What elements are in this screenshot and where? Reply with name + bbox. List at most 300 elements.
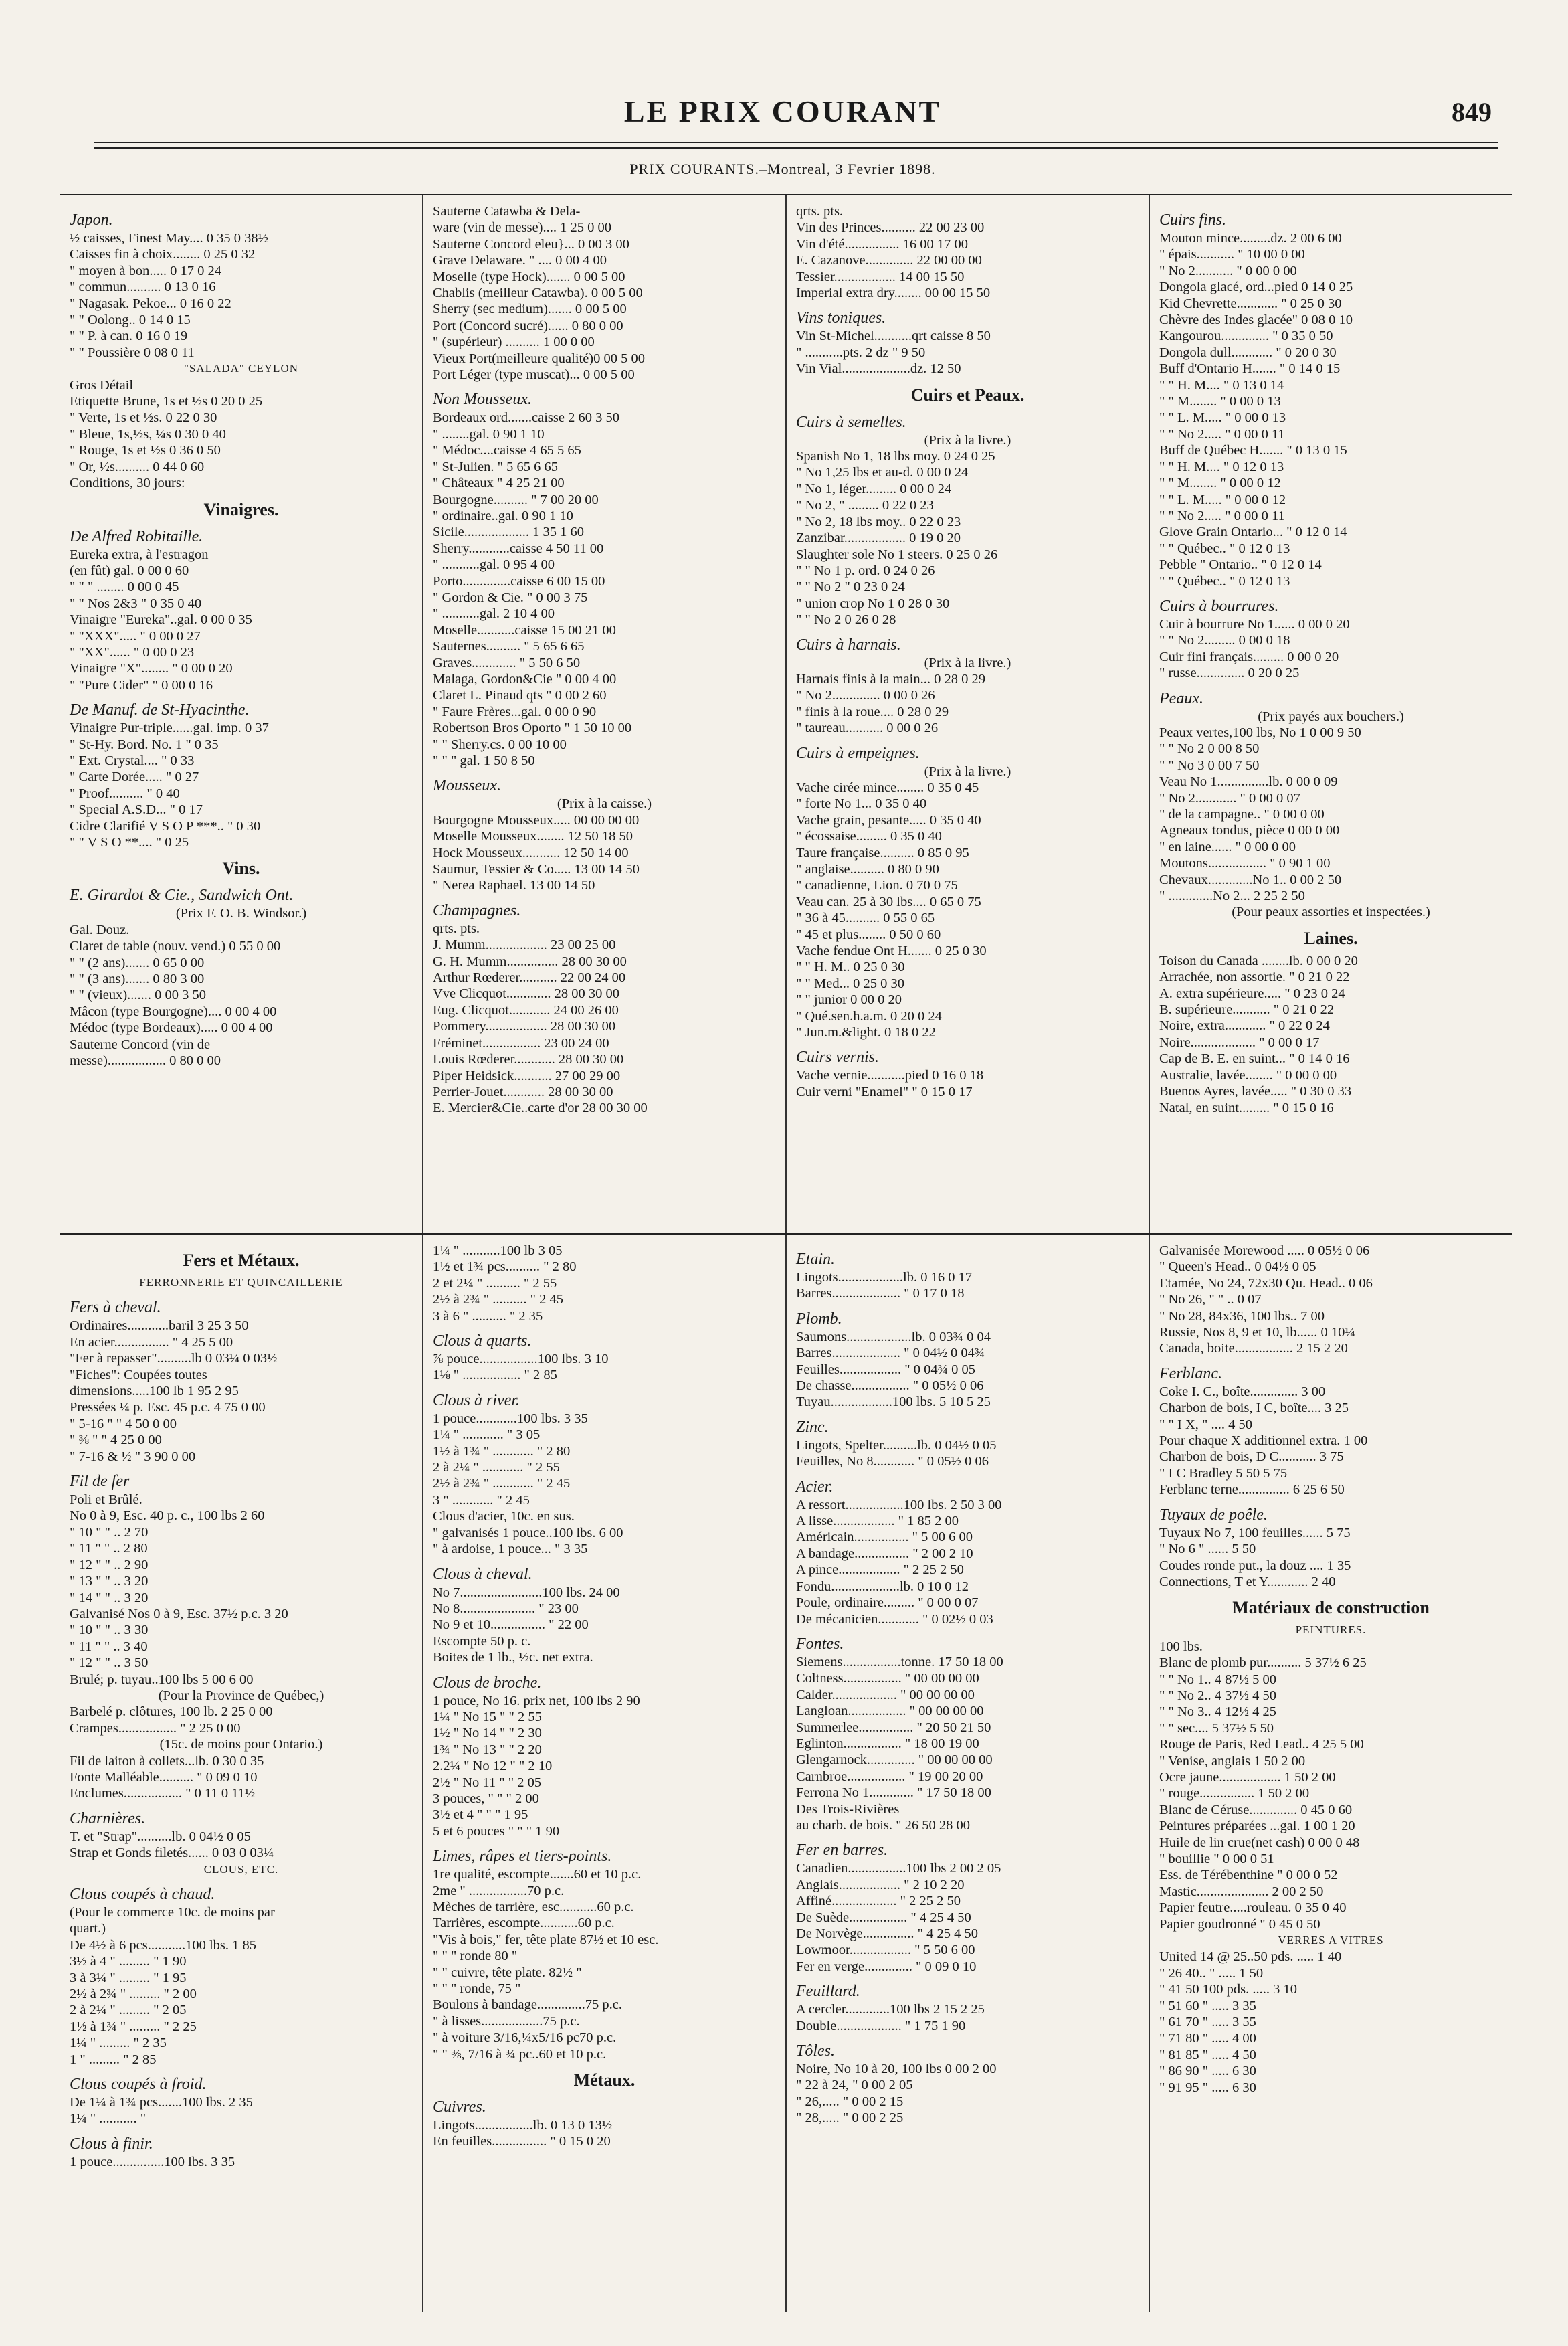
price-line: " I C Bradley 5 50 5 75 — [1159, 1465, 1288, 1481]
price-line: Buenos Ayres, lavée..... " 0 30 0 33 — [1159, 1084, 1352, 1099]
price-line: 1½ à 1¾ " ......... " 2 25 — [70, 2019, 197, 2034]
price-line: " No 6 " ...... 5 50 — [1159, 1542, 1256, 1557]
price-line: " .............No 2... 2 25 2 50 — [1159, 889, 1305, 904]
price-line: " " No 2 " 0 23 0 24 — [796, 579, 905, 595]
price-line: Vache grain, pesante..... 0 35 0 40 — [796, 812, 981, 828]
price-line: Louis Rœderer............ 28 00 30 00 — [433, 1052, 624, 1067]
price-line: " 45 et plus........ 0 50 0 60 — [796, 927, 941, 942]
price-line: Poule, ordinaire......... " 0 00 0 07 — [796, 1595, 979, 1611]
price-line: Vin d'été................ 16 00 17 00 — [796, 236, 968, 252]
price-line: Charbon de bois, D C........... 3 75 — [1159, 1449, 1344, 1465]
price-line: Plomb. — [796, 1310, 842, 1328]
price-line: " Nerea Raphael. 13 00 14 50 — [433, 878, 595, 893]
price-line: De Alfred Robitaille. — [70, 527, 203, 545]
price-line: 2½ " No 11 " " 2 05 — [433, 1775, 542, 1790]
price-line: " Gordon & Cie. " 0 00 3 75 — [433, 590, 588, 605]
price-line: Feuillard. — [796, 1983, 860, 2001]
price-line: 1¼ " No 15 " " 2 55 — [433, 1709, 542, 1724]
price-line: Boites de 1 lb., ½c. net extra. — [433, 1650, 593, 1665]
price-line: " bouillie " 0 00 0 51 — [1159, 1852, 1274, 1866]
price-line: Tessier.................. 14 00 15 50 — [796, 269, 965, 284]
column-sheet-building-materials — [1150, 1235, 1512, 2312]
price-line: E. Girardot & Cie., Sandwich Ont. — [70, 887, 294, 905]
price-line: Anglais.................. " 2 10 2 20 — [796, 1877, 965, 1892]
price-line: Huile de lin crue(net cash) 0 00 0 48 — [1159, 1835, 1360, 1850]
price-line: Toison du Canada ........lb. 0 00 0 20 — [1159, 953, 1358, 968]
price-line: A lisse.................. " 1 85 2 00 — [796, 1514, 959, 1529]
price-line: Charnières. — [70, 1809, 146, 1827]
price-line: Etain. — [796, 1251, 835, 1268]
price-line: Non Mousseux. — [433, 391, 532, 409]
price-line: A bandage................ " 2 00 2 10 — [796, 1546, 973, 1561]
lower-band — [60, 1235, 1512, 2312]
price-line: Galvanisée Morewood ..... 0 05½ 0 06 — [1159, 1243, 1370, 1258]
price-line: PEINTURES. — [1295, 1623, 1367, 1637]
price-line: qrts. pts. — [433, 921, 480, 936]
price-line: United 14 @ 25..50 pds. ..... 1 40 — [1159, 1949, 1342, 1965]
price-line: " " M........ " 0 00 0 12 — [1159, 476, 1281, 491]
price-line: Canada, boite................. 2 15 2 20 — [1159, 1341, 1348, 1356]
price-line: Vinaigre "X"........ " 0 00 0 20 — [70, 661, 233, 676]
price-line: Gros Détail — [70, 377, 134, 393]
price-line: Conditions, 30 jours: — [70, 476, 185, 491]
price-line: Escompte 50 p. c. — [433, 1633, 531, 1649]
price-line: " Proof.......... " 0 40 — [70, 786, 180, 801]
price-line: 1 pouce............100 lbs. 3 35 — [433, 1411, 588, 1426]
price-line: Vin Vial....................dz. 12 50 — [796, 361, 961, 377]
price-line: Strap et Gonds filetés...... 0 03 0 03¼ — [70, 1845, 274, 1861]
price-line: 2 à 2¼ " ......... " 2 05 — [70, 2003, 187, 2018]
price-line: Harnais finis à la main... 0 28 0 29 — [796, 671, 985, 687]
price-line: Dongola glacé, ord...pied 0 14 0 25 — [1159, 280, 1353, 295]
price-line: Crampes................. " 2 25 0 00 — [70, 1720, 241, 1736]
price-line: " No 2, 18 lbs moy.. 0 22 0 23 — [796, 514, 961, 529]
price-line: Barres.................... " 0 04½ 0 04¾ — [796, 1346, 985, 1361]
price-line: " en laine...... " 0 00 0 00 — [1159, 839, 1296, 854]
price-line: " 71 80 " ..... 4 00 — [1159, 2031, 1256, 2046]
price-line: " " Oolong.. 0 14 0 15 — [70, 312, 191, 328]
price-line: 3½ et 4 " " " 1 95 — [433, 1807, 528, 1823]
price-line: Tuyau..................100 lbs. 5 10 5 25 — [796, 1394, 991, 1410]
price-line: Gal. Douz. — [70, 922, 130, 937]
price-line: Chablis (meilleur Catawba). 0 00 5 00 — [433, 286, 643, 301]
price-line: Boulons à bandage..............75 p.c. — [433, 1997, 622, 2013]
price-line: " No 2, " ......... 0 22 0 23 — [796, 498, 934, 513]
price-line: Taure française.......... 0 85 0 95 — [796, 845, 969, 861]
price-line: " " No 2 0 26 0 28 — [796, 612, 896, 628]
price-table — [60, 194, 1512, 2312]
price-line: Perrier-Jouet............ 28 00 30 00 — [433, 1084, 613, 1099]
page-number: 849 — [1452, 97, 1492, 127]
price-line: " Châteaux " 4 25 21 00 — [433, 476, 565, 491]
price-line: Sauterne Concord eleu}... 0 00 3 00 — [433, 236, 629, 252]
price-line: Vins toniques. — [796, 309, 886, 327]
price-line: Galvanisé Nos 0 à 9, Esc. 37½ p.c. 3 20 — [70, 1606, 288, 1621]
price-line: Arthur Rœderer........... 22 00 24 00 — [433, 970, 626, 986]
price-line: 3 " ............ " 2 45 — [433, 1492, 530, 1508]
price-line: Des Trois-Rivières — [796, 1801, 900, 1817]
price-line: " " P. à can. 0 16 0 19 — [70, 329, 188, 344]
price-line: Graves............. " 5 50 6 50 — [433, 655, 581, 670]
price-line: " Or, ½s.......... 0 44 0 60 — [70, 459, 205, 474]
price-line: " 11 " " .. 3 40 — [70, 1639, 148, 1654]
price-line: Champagnes. — [433, 901, 521, 919]
price-line: messe)................. 0 80 0 00 — [70, 1053, 221, 1069]
price-line: " "XX"...... " 0 00 0 23 — [70, 644, 195, 660]
price-line: " commun.......... 0 13 0 16 — [70, 280, 216, 295]
price-line: Piper Heidsick........... 27 00 29 00 — [433, 1068, 621, 1083]
price-line: FERRONNERIE ET QUINCAILLERIE — [139, 1276, 343, 1289]
price-line: B. supérieure........... " 0 21 0 22 — [1159, 1002, 1335, 1018]
price-line: " (supérieur) .......... 1 00 0 00 — [433, 335, 595, 350]
price-line: 5 et 6 pouces " " " 1 90 — [433, 1823, 560, 1839]
price-line: Chevaux.............No 1.. 0 00 2 50 — [1159, 872, 1342, 887]
price-line: " " (2 ans)....... 0 65 0 00 — [70, 955, 205, 970]
price-line: Sicile................... 1 35 1 60 — [433, 525, 585, 540]
price-line: " 11 " " .. 2 80 — [70, 1541, 148, 1556]
price-line: Hock Mousseux........... 12 50 14 00 — [433, 845, 629, 861]
price-line: " 10 " " .. 3 30 — [70, 1623, 149, 1638]
price-line: A pince.................. " 2 25 2 50 — [796, 1562, 964, 1578]
price-line: " Qué.sen.h.a.m. 0 20 0 24 — [796, 1008, 942, 1024]
price-line: Lingots...................lb. 0 16 0 17 — [796, 1270, 973, 1285]
price-line: Australie, lavée........ " 0 00 0 00 — [1159, 1067, 1337, 1083]
price-line: 1½ " No 14 " " 2 30 — [433, 1726, 542, 1741]
price-line: " russe.............. 0 20 0 25 — [1159, 666, 1300, 681]
price-line: Zanzibar.................. 0 19 0 20 — [796, 531, 961, 546]
upper-band — [60, 195, 1512, 1235]
price-line: Cuirs vernis. — [796, 1049, 880, 1067]
price-line: Blanc de plomb pur.......... 5 37½ 6 25 — [1159, 1655, 1367, 1671]
price-line: " 28,..... " 0 00 2 25 — [796, 2110, 904, 2126]
price-line: " " M........ " 0 00 0 13 — [1159, 394, 1281, 410]
price-line: Clous coupés à froid. — [70, 2076, 207, 2094]
price-line: "Fiches": Coupées toutes — [70, 1367, 207, 1382]
price-line: Clous de broche. — [433, 1674, 542, 1692]
price-line: CLOUS, ETC. — [203, 1862, 279, 1876]
price-line: Pebble " Ontario.. " 0 12 0 14 — [1159, 557, 1322, 573]
price-line: 2 à 2¼ " ............ " 2 55 — [433, 1460, 560, 1475]
price-line: Malaga, Gordon&Cie " 0 00 4 00 — [433, 671, 617, 687]
price-line: " " Poussière 0 08 0 11 — [70, 345, 195, 360]
price-line: Dongola dull............ " 0 20 0 30 — [1159, 345, 1337, 360]
price-line: Vin St-Michel...........qrt caisse 8 50 — [796, 329, 991, 344]
price-line: " ...........pts. 2 dz " 9 50 — [796, 345, 926, 360]
price-line: " 7-16 & ½ " 3 90 0 00 — [70, 1449, 196, 1464]
price-line: (15c. de moins pour Ontario.) — [159, 1737, 323, 1752]
price-line: Noire................... " 0 00 0 17 — [1159, 1034, 1320, 1050]
price-line: (Prix à la livre.) — [924, 655, 1011, 670]
price-line: Buff d'Ontario H....... " 0 14 0 15 — [1159, 361, 1341, 377]
price-line: Etiquette Brune, 1s et ½s 0 20 0 25 — [70, 394, 263, 410]
price-line: Vinaigres. — [203, 499, 279, 519]
price-line: Spanish No 1, 18 lbs moy. 0 24 0 25 — [796, 449, 995, 464]
price-line: " à ardoise, 1 pouce... " 3 35 — [433, 1542, 588, 1557]
price-line: Mouton mince.........dz. 2 00 6 00 — [1159, 231, 1342, 246]
price-line: A. extra supérieure..... " 0 23 0 24 — [1159, 986, 1345, 1001]
price-line: Clous à finir. — [70, 2135, 153, 2153]
price-line: Langloan................. " 00 00 00 00 — [796, 1704, 984, 1719]
price-line: Coke I. C., boîte.............. 3 00 — [1159, 1384, 1326, 1399]
price-line: Cuirs fins. — [1159, 211, 1227, 229]
price-line: Fondu....................lb. 0 10 0 12 — [796, 1578, 969, 1594]
price-line: E. Mercier&Cie..carte d'or 28 00 30 00 — [433, 1101, 648, 1116]
price-line: Fers et Métaux. — [183, 1251, 300, 1270]
price-line: dimensions.....100 lb 1 95 2 95 — [70, 1384, 239, 1399]
price-line: Fil de fer — [70, 1473, 130, 1491]
price-line: Papier goudronné " 0 45 0 50 — [1159, 1916, 1320, 1932]
price-line: Bourgogne Mousseux..... 00 00 00 00 — [433, 812, 640, 828]
price-line: Kid Chevrette............ " 0 25 0 30 — [1159, 296, 1342, 311]
price-line: " No 26, " " .. 0 07 — [1159, 1292, 1262, 1307]
price-line: " " " ........ 0 00 0 45 — [70, 579, 179, 595]
price-line: Peintures préparées ...gal. 1 00 1 20 — [1159, 1819, 1355, 1834]
price-line: Vache fendue Ont H....... 0 25 0 30 — [796, 943, 987, 959]
price-line: 3½ à 4 " ......... " 1 90 — [70, 1954, 187, 1969]
price-line: 1 pouce, No 16. prix net, 100 lbs 2 90 — [433, 1693, 640, 1708]
price-line: No 7........................100 lbs. 24 00 — [433, 1585, 620, 1600]
price-line: " rouge................ 1 50 2 00 — [1159, 1786, 1310, 1801]
price-line: Mèches de tarrière, esc...........60 p.c. — [433, 1900, 634, 1914]
price-line: " " (3 ans)....... 0 80 3 00 — [70, 972, 205, 987]
price-line: Coltness................. " 00 00 00 00 — [796, 1671, 979, 1686]
price-line: Ferrona No 1............. " 17 50 18 00 — [796, 1785, 991, 1801]
price-line: " Ext. Crystal.... " 0 33 — [70, 753, 195, 768]
column-nails-metals — [423, 1235, 787, 2312]
price-line: Ordinaires............baril 3 25 3 50 — [70, 1318, 249, 1334]
price-line: " anglaise.......... 0 80 0 90 — [796, 862, 939, 877]
price-line: " " cuivre, tête plate. 82½ " — [433, 1965, 582, 1980]
price-line: Bordeaux ord.......caisse 2 60 3 50 — [433, 410, 619, 426]
price-line: " " V S O **.... " 0 25 — [70, 835, 189, 850]
price-line: " Jun.m.&light. 0 18 0 22 — [796, 1025, 936, 1041]
price-line: Fontes. — [796, 1635, 844, 1653]
price-line: " ...........gal. 0 95 4 00 — [433, 557, 555, 573]
price-line: " " No 2......... 0 00 0 18 — [1159, 633, 1290, 648]
price-line: Kangourou.............. " 0 35 0 50 — [1159, 329, 1333, 344]
price-line: Cuirs à empeignes. — [796, 744, 920, 762]
price-line: Lowmoor.................. " 5 50 6 00 — [796, 1943, 975, 1958]
header-rule-thin — [94, 147, 1498, 149]
price-line: 1½ et 1¾ pcs.......... " 2 80 — [433, 1259, 577, 1275]
price-line: (Pour la Province de Québec,) — [158, 1688, 324, 1703]
price-line: Eureka extra, à l'estragon — [70, 547, 209, 562]
price-line: " taureau........... 0 00 0 26 — [796, 721, 939, 736]
price-line: Fer en verge.............. " 0 09 0 10 — [796, 1959, 977, 1974]
price-line: " " Québec.. " 0 12 0 13 — [1159, 573, 1290, 589]
price-line: 2me " .................70 p.c. — [433, 1883, 565, 1898]
price-line: Ferblanc terne............... 6 25 6 50 — [1159, 1482, 1345, 1498]
price-line: Moutons................. " 0 90 1 00 — [1159, 856, 1331, 871]
price-line: Sherry............caisse 4 50 11 00 — [433, 541, 604, 556]
price-line: " " H. M.... " 0 12 0 13 — [1159, 459, 1284, 474]
price-line: " " Nos 2&3 " 0 35 0 40 — [70, 596, 202, 611]
price-line: Carnbroe................. " 19 00 20 00 — [796, 1769, 983, 1784]
price-line: 1 " ......... " 2 85 — [70, 2052, 157, 2067]
price-line: " 14 " " .. 3 20 — [70, 1590, 149, 1605]
price-line: " Faure Frères...gal. 0 00 0 90 — [433, 704, 597, 719]
price-line: " 41 50 100 pds. ..... 3 10 — [1159, 1982, 1297, 1997]
price-line: " " ⅜, 7/16 à ¾ pc..60 et 10 p.c. — [433, 2046, 607, 2062]
price-line: " ...........gal. 2 10 4 00 — [433, 606, 555, 622]
price-line: Port Léger (type muscat)... 0 00 5 00 — [433, 367, 635, 383]
price-line: " 10 " " .. 2 70 — [70, 1524, 149, 1540]
price-line: " 81 85 " ..... 4 50 — [1159, 2047, 1256, 2062]
price-line: 2.2¼ " No 12 " " 2 10 — [433, 1758, 553, 1774]
price-line: Caisses fin à choix........ 0 25 0 32 — [70, 247, 256, 262]
price-line: " 61 70 " ..... 3 55 — [1159, 2015, 1256, 2030]
price-line: "Fer à repasser"..........lb 0 03¼ 0 03½ — [70, 1351, 278, 1366]
price-line: Américain................ " 5 00 6 00 — [796, 1530, 973, 1545]
price-line: Moselle (type Hock)....... 0 00 5 00 — [433, 269, 625, 284]
price-line: " " junior 0 00 0 20 — [796, 992, 902, 1008]
price-line: Noire, No 10 à 20, 100 lbs 0 00 2 00 — [796, 2062, 997, 2077]
column-teas-vinegars-wines — [60, 195, 423, 1233]
price-line: Fonte Malléable.......... " 0 09 0 10 — [70, 1769, 258, 1785]
price-line: 2 et 2¼ " .......... " 2 55 — [433, 1275, 557, 1291]
price-line: Brulé; p. tuyau..100 lbs 5 00 6 00 — [70, 1672, 254, 1687]
price-line: Cap de B. E. en suint... " 0 14 0 16 — [1159, 1051, 1350, 1067]
price-line: Double................... " 1 75 1 90 — [796, 2018, 966, 2034]
price-line: Noire, extra............ " 0 22 0 24 — [1159, 1018, 1330, 1034]
price-line: " " No 2.. 4 37½ 4 50 — [1159, 1688, 1277, 1703]
price-line: (Prix à la livre.) — [924, 763, 1011, 779]
price-line: Ess. de Térébenthine " 0 00 0 52 — [1159, 1868, 1338, 1883]
price-line: Coudes ronde put., la douz .... 1 35 — [1159, 1558, 1351, 1573]
page-title: LE PRIX COURANT — [623, 94, 942, 128]
price-line: Bourgogne.......... " 7 00 20 00 — [433, 492, 599, 507]
price-line: Feuilles, No 8............ " 0 05½ 0 06 — [796, 1454, 989, 1469]
price-line: No 0 à 9, Esc. 40 p. c., 100 lbs 2 60 — [70, 1508, 265, 1524]
price-line: Canadien.................100 lbs 2 00 2 05 — [796, 1861, 1001, 1876]
price-line: Moselle...........caisse 15 00 21 00 — [433, 622, 616, 638]
price-line: Zinc. — [796, 1418, 829, 1436]
price-line: Cuirs à harnais. — [796, 636, 901, 654]
price-line: Pour chaque X additionnel extra. 1 00 — [1159, 1433, 1368, 1449]
price-line: G. H. Mumm............... 28 00 30 00 — [433, 954, 627, 969]
price-line: Vve Clicquot............. 28 00 30 00 — [433, 986, 620, 1002]
price-line: (en fût) gal. 0 00 0 60 — [70, 563, 189, 578]
price-line: Clous à river. — [433, 1391, 520, 1409]
price-line: " " No 3.. 4 12½ 4 25 — [1159, 1704, 1277, 1720]
price-line: 1 pouce...............100 lbs. 3 35 — [70, 2154, 235, 2169]
price-line: "Vis à bois," fer, tête plate 87½ et 10 esc. — [433, 1932, 659, 1947]
price-line: 2½ à 2¾ " .......... " 2 45 — [433, 1292, 563, 1307]
price-line: Vieux Port(meilleure qualité)0 00 5 00 — [433, 351, 646, 366]
price-line: " No 28, 84x36, 100 lbs.. 7 00 — [1159, 1308, 1325, 1324]
price-line: (Prix à la livre.) — [924, 432, 1011, 448]
column-wines-champagnes — [423, 195, 787, 1233]
price-line: 2½ à 2¾ " ............ " 2 45 — [433, 1476, 571, 1492]
column-tin-lead-steel — [787, 1235, 1150, 2312]
price-line: " "XXX"..... " 0 00 0 27 — [70, 628, 201, 644]
price-line: Sherry (sec medium)....... 0 00 5 00 — [433, 302, 627, 317]
price-line: Fer en barres. — [796, 1841, 888, 1860]
price-line: " Rouge, 1s et ½s 0 36 0 50 — [70, 443, 221, 458]
price-line: Cuirs et Peaux. — [910, 385, 1025, 405]
price-line: " forte No 1... 0 35 0 40 — [796, 796, 927, 812]
price-line: A ressort.................100 lbs. 2 50 3 00 — [796, 1497, 1002, 1512]
price-line: " " No 2..... " 0 00 0 11 — [1159, 426, 1285, 442]
price-line: Saumur, Tessier & Co..... 13 00 14 50 — [433, 862, 640, 877]
price-line: Glove Grain Ontario... " 0 12 0 14 — [1159, 525, 1347, 540]
price-line: Grave Delaware. " .... 0 00 4 00 — [433, 253, 607, 268]
price-line: No 8...................... " 23 00 — [433, 1601, 579, 1616]
price-line: " 13 " " .. 3 20 — [70, 1574, 149, 1589]
price-line: " No 2............ " 0 00 0 07 — [1159, 790, 1300, 806]
price-line: E. Cazanove.............. 22 00 00 00 — [796, 253, 982, 268]
price-line: Cidre Clarifié V S O P ***.. " 0 30 — [70, 818, 261, 834]
price-line: " " I X, " .... 4 50 — [1159, 1417, 1252, 1432]
price-line: Clous à cheval. — [433, 1565, 532, 1583]
price-line: " Verte, 1s et ½s. 0 22 0 30 — [70, 410, 217, 426]
price-line: Charbon de bois, I C, boîte.... 3 25 — [1159, 1401, 1349, 1416]
price-line: Cuir à bourrure No 1...... 0 00 0 20 — [1159, 616, 1350, 632]
price-line: Summerlee................ " 20 50 21 50 — [796, 1720, 991, 1735]
price-line: De mécanicien............ " 0 02½ 0 03 — [796, 1611, 993, 1627]
price-line: Pommery.................. 28 00 30 00 — [433, 1019, 616, 1034]
price-line: Claret de table (nouv. vend.) 0 55 0 00 — [70, 939, 281, 954]
price-line: " St-Hy. Bord. No. 1 " 0 35 — [70, 737, 219, 752]
price-line: De 1¼ à 1¾ pcs.......100 lbs. 2 35 — [70, 2095, 253, 2110]
price-line: " de la campagne.. " 0 00 0 00 — [1159, 807, 1325, 822]
price-line: Vin des Princes.......... 22 00 23 00 — [796, 220, 985, 236]
price-line: qrts. pts. — [796, 204, 844, 219]
price-line: " Médoc....caisse 4 65 5 65 — [433, 443, 581, 458]
price-line: " Queen's Head.. 0 04½ 0 05 — [1159, 1259, 1316, 1275]
price-line: Vinaigre "Eureka"..gal. 0 00 0 35 — [70, 612, 252, 628]
price-line: Porto..............caisse 6 00 15 00 — [433, 573, 605, 589]
page-header — [40, 94, 1525, 177]
price-line: Sauternes.......... " 5 65 6 65 — [433, 639, 585, 654]
price-line: Robertson Bros Oporto " 1 50 10 00 — [433, 721, 632, 736]
price-line: Vache vernie...........pied 0 16 0 18 — [796, 1068, 984, 1083]
price-line: " " " ronde, 75 " — [433, 1981, 521, 1997]
price-line: De chasse................. " 0 05½ 0 06 — [796, 1378, 984, 1394]
price-line: Matériaux de construction — [1232, 1598, 1430, 1618]
price-line: Siemens.................tonne. 17 50 18 00 — [796, 1654, 1003, 1670]
price-line: 1¼ " ............ " 3 05 — [433, 1427, 541, 1443]
price-line: A cercler.............100 lbs 2 15 2 25 — [796, 2002, 985, 2017]
price-line: Imperial extra dry........ 00 00 15 50 — [796, 286, 991, 301]
price-line: " Nagasak. Pekoe... 0 16 0 22 — [70, 296, 231, 311]
price-line: " " Québec.. " 0 12 0 13 — [1159, 541, 1290, 556]
price-line: " 36 à 45.......... 0 55 0 65 — [796, 911, 935, 926]
price-line: " No 2.............. 0 00 0 26 — [796, 688, 935, 703]
price-line: Ferblanc. — [1159, 1364, 1222, 1382]
price-line: " St-Julien. " 5 65 6 65 — [433, 459, 559, 474]
price-line: Veau can. 25 à 30 lbs.... 0 65 0 75 — [796, 894, 981, 909]
price-line: 1¼ " ......... " 2 35 — [70, 2036, 167, 2051]
price-line: Enclumes................. " 0 11 0 11½ — [70, 1786, 256, 1801]
price-line: " " No 2..... " 0 00 0 11 — [1159, 508, 1285, 523]
price-line: " épais........... " 10 00 0 00 — [1159, 247, 1305, 262]
price-line: Peaux. — [1159, 689, 1203, 707]
price-line: quart.) — [70, 1921, 106, 1936]
price-line: Glengarnock.............. " 00 00 00 00 — [796, 1752, 993, 1768]
price-line: Arrachée, non assortie. " 0 21 0 22 — [1159, 970, 1350, 985]
price-line: " " L. M..... " 0 00 0 13 — [1159, 410, 1286, 426]
price-line: " écossaise......... 0 35 0 40 — [796, 829, 942, 844]
price-line: " " No 1 p. ord. 0 24 0 26 — [796, 563, 935, 578]
price-line: " " " ronde 80 " — [433, 1949, 518, 1964]
price-line: Poli et Brûlé. — [70, 1492, 142, 1508]
price-line: Limes, râpes et tiers-points. — [433, 1847, 612, 1866]
price-line: Etamée, No 24, 72x30 Qu. Head.. 0 06 — [1159, 1275, 1373, 1291]
price-line: Clous d'acier, 10c. en sus. — [433, 1509, 575, 1524]
price-line: Vache cirée mince........ 0 35 0 45 — [796, 780, 979, 795]
price-line: Laines. — [1304, 928, 1358, 948]
